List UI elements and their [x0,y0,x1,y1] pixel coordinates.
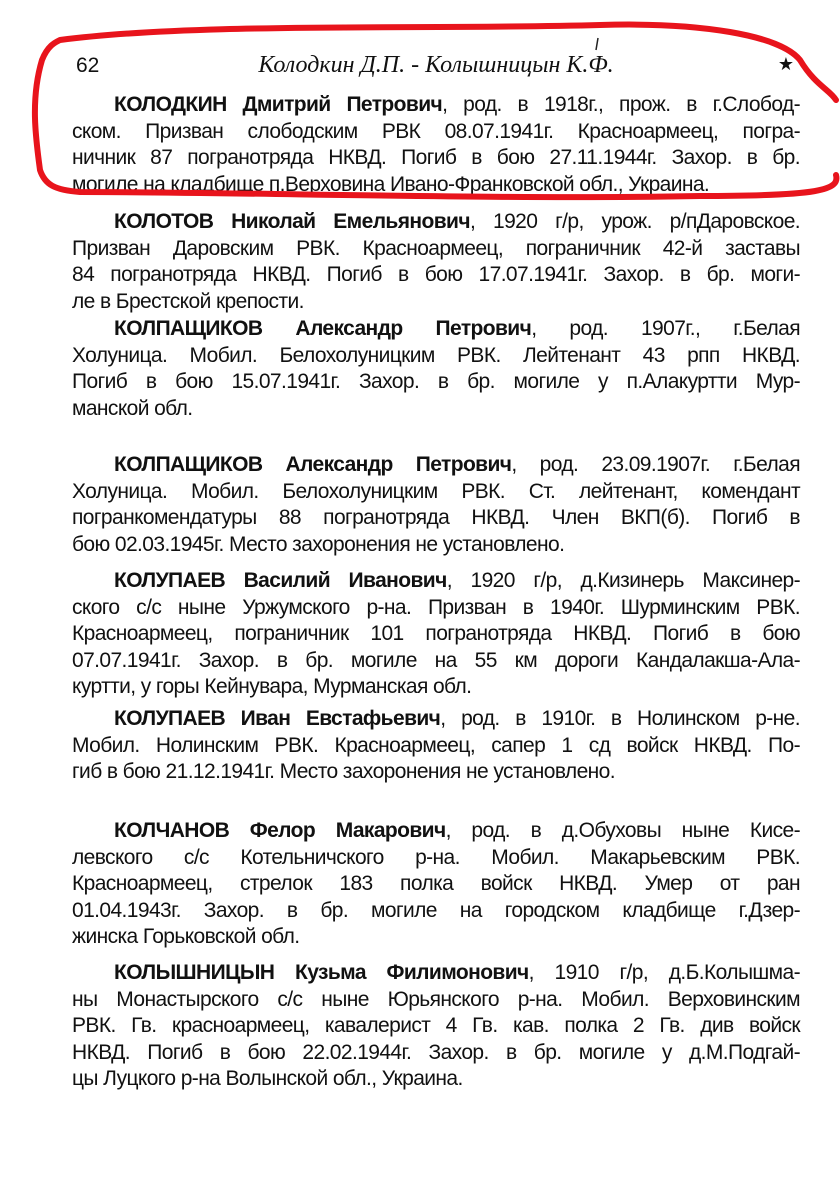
page-header [72,52,800,82]
entry-text: , 1910 г/р, д.Б.Колышма- [528,961,800,984]
entry-line: Красноармеец, пограничник 101 погранотряда НКВД. Погиб в бою [72,622,800,645]
page-number: 62 [76,54,100,77]
entry-line: могиле на кладбище п.Верховина Ивано-Франковской обл., Украина. [72,172,710,196]
entry-line: жинска Горьковской обл. [72,925,300,948]
entry-line [72,452,800,479]
entry-line: куртти, у горы Кейнувара, Мурманская обл. [72,675,472,698]
entry-line: Холуница. Мобил. Белохолуницким РВК. Лейтенант 43 рпп НКВД. [72,343,800,367]
entry [72,316,800,422]
entry-line [72,960,800,987]
entry-line: ского с/с ныне Уржумского р-на. Призван в 1940г. Шурминским РВК. [72,595,800,619]
entry-line [72,706,800,733]
entry-text: , род. в 1918г., прож. в г.Слобод- [442,93,800,116]
entry-name: КОЛПАЩИКОВ Александр Петрович [114,317,532,340]
entry-line: ны Монастырского с/с ныне Юрьянского р-на. Мобил. Верховинским [72,987,800,1011]
entry-line [72,818,800,845]
entry-line: 84 погранотряда НКВД. Погиб в бою 17.07.1941г. Захор. в бр. моги- [72,263,800,286]
entry-name: КОЛОДКИН Дмитрий Петрович [114,93,443,116]
entry-name: КОЛУПАЕВ Василий Иванович [114,569,447,592]
entry-text: , род. 23.09.1907г. г.Белая [511,453,801,476]
entry-name: КОЛУПАЕВ Иван Евстафьевич [114,707,441,730]
entry [72,568,800,701]
entry-line [72,316,800,343]
entry-line: ле в Брестской крепости. [72,289,304,313]
entry-line: ском. Призван слободским РВК 08.07.1941г. Красноармеец, погра- [72,119,800,143]
entry [72,706,800,786]
entry-name: КОЛЫШНИЦЫН Кузьма Филимонович [114,961,529,984]
entry-text: , 1920 г/р, д.Кизинерь Максинер- [446,569,800,592]
entry-name: КОЛПАЩИКОВ Александр Петрович [114,453,512,476]
entry-line [72,92,800,119]
entry-line: Красноармеец, стрелок 183 полка войск НКВД. Умер от ран [72,872,800,895]
entry [72,960,800,1093]
entry [72,818,800,951]
entry-line [72,209,800,236]
entry-line: 07.07.1941г. Захор. в бр. могиле на 55 км дороги Кандалакша-Ала- [72,648,800,672]
entry-text: , род. в 1910г. в Нолинском р-не. [440,707,800,730]
entry-line: Призван Даровским РВК. Красноармеец, пограничник 42-й заставы [72,236,800,260]
entry-line: погранкомендатуры 88 погранотряда НКВД. Член ВКП(б). Погиб в [72,506,800,529]
entry-text: , 1920 г/р, урож. р/пДаровское. [469,210,801,233]
entry [72,92,800,198]
entry-line: Мобил. Нолинским РВК. Красноармеец, сапер 1 сд войск НКВД. По- [72,733,800,757]
entry-line: РВК. Гв. красноармеец, кавалерист 4 Гв. кав. полка 2 Гв. див войск [72,1014,800,1037]
entry-line: НКВД. Погиб в бою 22.02.1944г. Захор. в бр. могиле у д.М.Подгай- [72,1040,800,1064]
entry [72,452,800,558]
entry-line: 01.04.1943г. Захор. в бр. могиле на городском кладбище г.Дзер- [72,898,800,922]
entry-name: КОЛЧАНОВ Фелор Макарович [114,819,446,842]
running-title: Колодкин Д.П. - Колышницын К.Ф. [258,52,614,78]
entry-line: манской обл. [72,396,193,420]
entry-text: , род. 1907г., г.Белая [531,317,801,340]
entry-name: КОЛОТОВ Николай Емельянович [114,210,470,233]
entry-line: гиб в бою 21.12.1941г. Место захоронения не установлено. [72,760,615,783]
entry-line: Погиб в бою 15.07.1941г. Захор. в бр. могиле у п.Алакуртти Мур- [72,370,800,393]
entry-text: , род. в д.Обуховы ныне Кисе- [445,819,800,842]
entry-line: цы Луцкого р-на Волынской обл., Украина. [72,1067,463,1090]
entry-line: ничник 87 погранотряда НКВД. Погиб в бою 27.11.1944г. Захор. в бр. [72,146,800,169]
entry-line [72,568,800,595]
entry-line: левского с/с Котельничского р-на. Мобил. Макарьевским РВК. [72,845,800,869]
star-icon: ★ [777,54,794,74]
entry-line: Холуница. Мобил. Белохолуницким РВК. Ст. лейтенант, комендант [72,479,800,503]
entry-line: бою 02.03.1945г. Место захоронения не установлено. [72,532,565,556]
entry [72,209,800,315]
